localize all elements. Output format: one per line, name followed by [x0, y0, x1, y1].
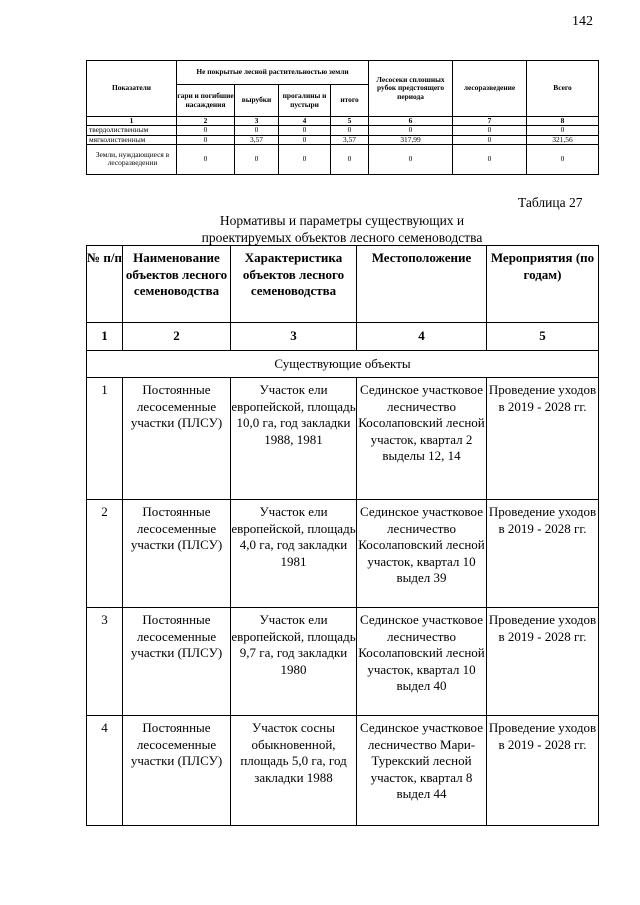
- cell: 0: [177, 126, 235, 135]
- col-number-row: [87, 323, 599, 351]
- header-cutting-areas: Лесосеки сплошных рубок предстоящего периода: [369, 61, 453, 117]
- cell: 0: [235, 126, 279, 135]
- page-number: 142: [572, 14, 593, 29]
- header-glades: прогалины и пустыри: [279, 85, 331, 117]
- table-row: [87, 716, 599, 826]
- cell: 317,99: [369, 135, 453, 144]
- object-name: Постоянные лесосеменные участки (ПЛСУ): [123, 378, 231, 500]
- col-number: 5: [487, 323, 599, 351]
- object-description: Участок ели европейской, площадь 10,0 га, год закладки 1988, 1981: [231, 378, 357, 500]
- object-name: Постоянные лесосеменные участки (ПЛСУ): [123, 716, 231, 826]
- cell: 0: [279, 126, 331, 135]
- col-number: 5: [331, 117, 369, 126]
- cell: 0: [369, 144, 453, 174]
- object-events: Проведение уходов в 2019 - 2028 гг.: [487, 608, 599, 716]
- header-not-covered: Не покрытые лесной растительностью земли: [177, 61, 369, 85]
- header-number: № п/п: [87, 246, 123, 323]
- row-label: мягколиственным: [87, 135, 177, 144]
- cell: 0: [369, 126, 453, 135]
- header-characteristics: Характеристика объектов лесного семеноводства: [231, 246, 357, 323]
- cell: 3,57: [235, 135, 279, 144]
- object-location: Сединское участковое лесничество Косолаповский лесной участок, квартал 10 выдел 40: [357, 608, 487, 716]
- header-clearings: вырубки: [235, 85, 279, 117]
- section-row: [87, 351, 599, 378]
- object-location: Сединское участковое лесничество Косолаповский лесной участок, квартал 10 выдел 39: [357, 500, 487, 608]
- cell: 0: [453, 144, 527, 174]
- header-indicators: Показатели: [87, 61, 177, 117]
- object-location: Сединское участковое лесничество Мари-Турекский лесной участок, квартал 8 выдел 44: [357, 716, 487, 826]
- header-row: [87, 246, 599, 323]
- col-number: 2: [123, 323, 231, 351]
- col-number: 8: [527, 117, 599, 126]
- object-events: Проведение уходов в 2019 - 2028 гг.: [487, 378, 599, 500]
- header-burns: гари и погибшие насаждения: [177, 85, 235, 117]
- header-location: Местоположение: [357, 246, 487, 323]
- object-events: Проведение уходов в 2019 - 2028 гг.: [487, 716, 599, 826]
- row-label: Земли, нуждающиеся в лесоразведении: [87, 144, 177, 174]
- cell: 0: [235, 144, 279, 174]
- cell: 0: [331, 126, 369, 135]
- table-title-line: Нормативы и параметры существующих и: [219, 213, 465, 228]
- table-row: [87, 378, 599, 500]
- object-description: Участок сосны обыкновенной, площадь 5,0 га, год закладки 1988: [231, 716, 357, 826]
- land-table: [86, 60, 599, 175]
- table-row: [87, 126, 599, 135]
- row-number: 4: [87, 716, 123, 826]
- cell: 0: [453, 135, 527, 144]
- header-reforestation: лесоразведение: [453, 61, 527, 117]
- cell: 0: [527, 126, 599, 135]
- table-row: [87, 135, 599, 144]
- table-caption: Таблица 27: [518, 195, 583, 210]
- header-name: Наименование объектов лесного семеноводства: [123, 246, 231, 323]
- col-number: 3: [231, 323, 357, 351]
- cell: 0: [279, 144, 331, 174]
- col-number: 4: [357, 323, 487, 351]
- object-description: Участок ели европейской, площадь 4,0 га, год закладки 1981: [231, 500, 357, 608]
- col-number: 7: [453, 117, 527, 126]
- col-number: 6: [369, 117, 453, 126]
- row-number: 3: [87, 608, 123, 716]
- row-number: 2: [87, 500, 123, 608]
- object-name: Постоянные лесосеменные участки (ПЛСУ): [123, 608, 231, 716]
- col-number: 1: [87, 117, 177, 126]
- header-events: Мероприятия (по годам): [487, 246, 599, 323]
- object-name: Постоянные лесосеменные участки (ПЛСУ): [123, 500, 231, 608]
- cell: 0: [279, 135, 331, 144]
- cell: 0: [177, 135, 235, 144]
- header-subtotal: итого: [331, 85, 369, 117]
- cell: 3,57: [331, 135, 369, 144]
- table-title-line: проектируемых объектов лесного семеноводства: [201, 230, 483, 245]
- cell: 321,56: [527, 135, 599, 144]
- row-number: 1: [87, 378, 123, 500]
- seed-objects-table: [86, 245, 599, 826]
- col-number-row: [87, 117, 599, 126]
- table-title: [86, 212, 598, 246]
- object-location: Сединское участковое лесничество Косолаповский лесной участок, квартал 2 выделы 12, 14: [357, 378, 487, 500]
- object-events: Проведение уходов в 2019 - 2028 гг.: [487, 500, 599, 608]
- cell: 0: [331, 144, 369, 174]
- object-description: Участок ели европейской, площадь 9,7 га, год закладки 1980: [231, 608, 357, 716]
- col-number: 2: [177, 117, 235, 126]
- cell: 0: [527, 144, 599, 174]
- row-label: твердолиственным: [87, 126, 177, 135]
- section-title: Существующие объекты: [87, 351, 599, 378]
- table-row: [87, 500, 599, 608]
- col-number: 4: [279, 117, 331, 126]
- col-number: 1: [87, 323, 123, 351]
- cell: 0: [453, 126, 527, 135]
- col-number: 3: [235, 117, 279, 126]
- table-row: [87, 144, 599, 174]
- cell: 0: [177, 144, 235, 174]
- table-row: [87, 608, 599, 716]
- header-total: Всего: [527, 61, 599, 117]
